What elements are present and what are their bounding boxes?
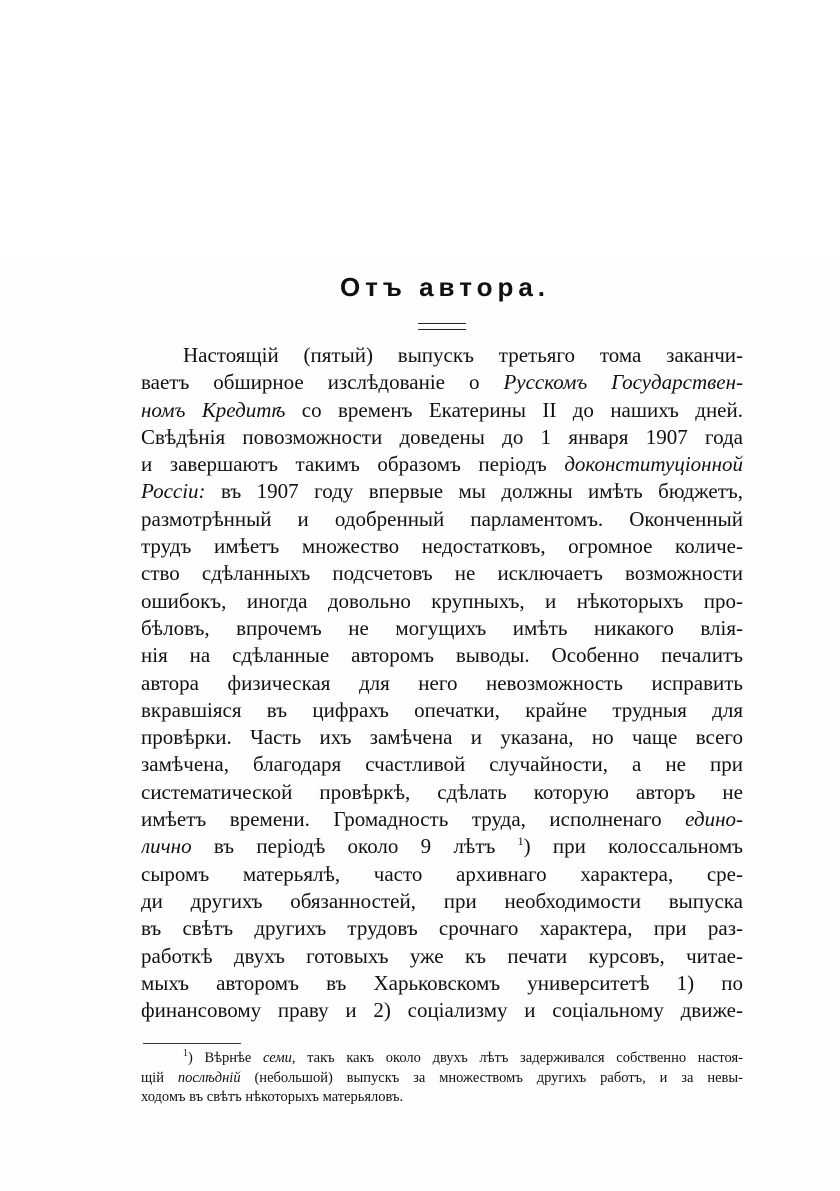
text-line: работкѣ двухъ готовыхъ уже къ печати курсовъ, читае- (141, 943, 743, 968)
text-line: ошибокъ, иногда довольно крупныхъ, и нѣкоторыхъ про- (141, 588, 743, 613)
text-line: размотрѣнный и одобренный парламентомъ. Оконченный (141, 506, 743, 531)
text-line: ваетъ обширное изслѣдованіе о Русскомъ Государствен- (141, 370, 743, 395)
text-line: автора физическая для него невозможность исправить (141, 670, 743, 695)
blank-top-margin (0, 0, 840, 258)
text-line: мыхъ авторомъ въ Харьковскомъ университетѣ 1) по (141, 970, 743, 995)
footnote-line: ходомъ въ свѣтъ нѣкоторыхъ матерьяловъ. (141, 1089, 404, 1105)
text-line: номъ Кредитѣ со временъ Екатерины II до нашихъ дней. (141, 397, 743, 422)
text-line: лично въ періодѣ около 9 лѣтъ $^1$) при колоссальномъ (141, 834, 743, 859)
footnote-block (141, 1049, 743, 1108)
footnote-marker: 1 (183, 1049, 188, 1059)
text-line: провѣрки. Часть ихъ замѣчена и указана, но чаще всего (141, 725, 743, 750)
text-line: вкравшіяся въ цифрахъ опечатки, крайне трудныя для (141, 697, 743, 722)
title-double-rule (418, 323, 466, 330)
text-line: въ свѣтъ другихъ трудовъ срочнаго характера, при раз- (141, 916, 743, 941)
text-line: Настоящій (пятый) выпускъ третьяго тома заканчи- (183, 343, 743, 367)
text-line: бѣловъ, впрочемъ не могущихъ имѣть никакого влія- (141, 615, 743, 640)
footnote-separator (143, 1043, 241, 1044)
text-line: финансовому праву и 2) соціализму и соціальному движе- (141, 998, 743, 1023)
text-line: нія на сдѣланные авторомъ выводы. Особенно печалитъ (141, 643, 743, 668)
body-paragraph (141, 342, 743, 1024)
text-line: имѣетъ времени. Громадность труда, исполненаго едино- (141, 807, 743, 832)
text-line: трудъ имѣетъ множество недостатковъ, огромное количе- (141, 534, 743, 559)
text-line: систематической провѣркѣ, сдѣлать которую авторъ не (141, 779, 743, 804)
text-line: Свѣдѣнія повозможности доведены до 1 января 1907 года (141, 424, 743, 449)
text-line: замѣчена, благодаря счастливой случайности, а не при (141, 752, 743, 777)
page-title: Отъ автора. (339, 272, 551, 302)
footnote-line: щій послѣдній (небольшой) выпускъ за множествомъ другихъ работъ, и за невы- (141, 1069, 743, 1086)
text-line: и завершаютъ такимъ образомъ періодъ доконституціонной (141, 452, 743, 477)
footnote-line: $^1$) Вѣрнѣе семи, такъ какъ около двухъ лѣтъ задерживался собственно настоя- (183, 1049, 743, 1066)
footnote-reference: 1 (517, 834, 524, 849)
text-line: Россіи: въ 1907 году впервые мы должны имѣть бюджетъ, (141, 479, 743, 504)
text-line: сыромъ матерьялѣ, часто архивнаго характера, сре- (141, 861, 743, 886)
text-line: ство сдѣланныхъ подсчетовъ не исключаетъ возможности (141, 561, 743, 586)
text-line: ди другихъ обязанностей, при необходимости выпуска (141, 888, 743, 913)
